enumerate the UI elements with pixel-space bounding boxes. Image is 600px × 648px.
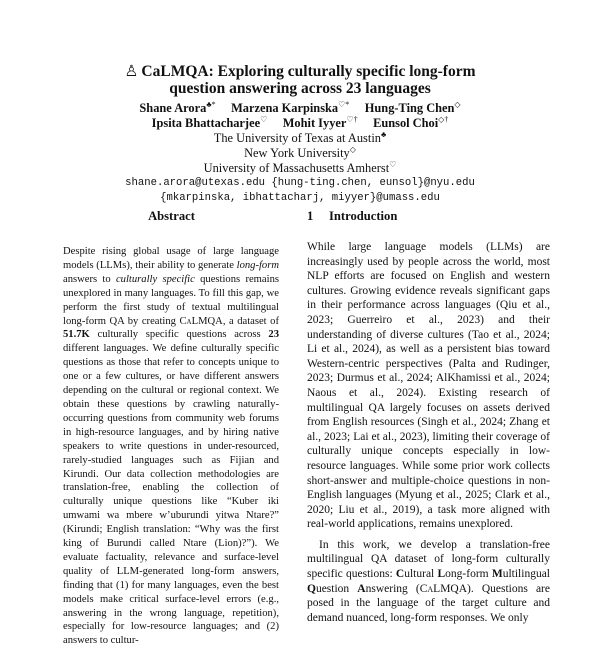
affiliation-mark: ♡ — [389, 160, 397, 169]
text-run: ultural — [404, 568, 438, 581]
text-run: answers to — [63, 273, 116, 285]
text-run: C — [395, 568, 405, 581]
text-run: 23 — [268, 329, 279, 341]
author-marks: ♣* — [206, 100, 216, 109]
author-name: Eunsol Choi — [373, 116, 439, 130]
text-run: M — [491, 568, 503, 581]
intro-paragraph-2 — [307, 538, 550, 626]
author-marks: ♡† — [346, 115, 358, 124]
intro-paragraph-1: While large language models (LLMs) are increasingly used by people across the world, most NLP efforts are focused on English and western cultures. Growing evidence reveals significant gaps in their performance across languages (Qiu et al., 2023; Guerreiro et al., 2023) and their understanding of diverse cultures (Tao et al., 2024; Li et al., 2024), as well as a persistent bias toward Western-centric perspectives (Palta and Rudinger, 2023; Durmus et al., 2024; AlKhamissi et al., 2024; Naous et al., 2024). Existing research of multilingual QA largely focuses on assets derived from English resources (Singh et al., 2024; Zhang et al., 2023; Lai et al., 2023), limiting their coverage of culturally unique concepts especially in low-resource languages. While some prior work collects short-answer and multiple-choice questions in non-English languages (Myung et al., 2025; Clark et al., 2020; Liu et al., 2019), a task more aligned with real-world applications, remains unexplored. — [307, 241, 550, 531]
section-title: Introduction — [329, 209, 398, 223]
affiliation — [60, 161, 540, 176]
text-run: long-form — [236, 259, 279, 271]
text-run: CaLMQA — [419, 582, 468, 595]
right-column — [307, 208, 550, 625]
text-run: different languages. We define culturally specific questions as those that refer to concepts unique to one or a few cultures, or have different answers depending on the cultural or regional context. We obtain these questions by crawling naturally-occurring questions from community web forums in high-resource languages, and by hiring native speakers to write questions in under-resourced, rarely-studied languages such as Fijian and Kirundi. Our data collection methodologies are translation-free, enabling the collection of culturally unique questions like “Kuber iki umwami wa mbere w’uburundi yitwa Ntare?” (Kirundi; English translation: “Why was the first king of Burundi called Ntare (Lion)?”). We evaluate factuality, relevance and surface-level quality of LLM-generated long-form answers, finding that (1) for many languages, even the best models make critical surface-level errors (e.g., answering in the wrong language, repetition), especially for low-resource languages; and (2) answers to cultur- — [63, 343, 279, 647]
text-run: culturally specific questions across — [89, 329, 269, 341]
text-run: nswering ( — [365, 582, 420, 595]
text-run: Despite rising global usage of large language models (LLMs), their ability to generate — [63, 246, 279, 271]
text-run: A — [357, 582, 366, 595]
text-run: CaLMQA — [179, 315, 223, 327]
author-name: Hung-Ting Chen — [364, 101, 455, 115]
affiliation-name: New York University — [244, 146, 350, 160]
author-line-2 — [60, 116, 540, 131]
text-run: , a dataset of — [222, 315, 279, 327]
affiliation-name: The University of Texas at Austin — [213, 131, 381, 145]
text-run: ong-form — [445, 568, 492, 581]
author-name: Marzena Karpinska — [231, 101, 339, 115]
affiliation-name: University of Massachusetts Amherst — [203, 161, 390, 175]
abstract-body — [55, 245, 288, 648]
text-run: uestion — [315, 582, 358, 595]
section-heading — [307, 208, 550, 224]
text-run: culturally specific — [115, 273, 195, 285]
email-line-2[interactable]: {mkarpinska, ibhattacharj, miyyer}@umass.edu — [160, 192, 440, 204]
author-line-1 — [60, 101, 540, 116]
affiliation-mark: ♣ — [380, 130, 387, 139]
affiliation — [60, 146, 540, 161]
email-line-1[interactable]: shane.arora@utexas.edu {hung-ting.chen, eunsol}@nyu.edu — [125, 177, 475, 189]
text-run: questions remains unexplored in many languages. To fill this gap, we perform the first study of textual multilingual long-form QA by creating — [63, 273, 279, 327]
author-marks: ♡ — [260, 115, 268, 124]
title-line-2: question answering across 23 languages — [169, 80, 431, 97]
text-run: In this work, we develop a translation-free multilingual QA dataset of long-form culturally specific questions: — [307, 538, 550, 581]
title-line-1: CaLMQA: Exploring culturally specific long-form — [141, 63, 476, 80]
text-run: ). Questions are posed in the language of the target culture and demand nuanced, long-form responses. We only — [307, 582, 550, 624]
author-marks: ◇† — [438, 115, 449, 124]
author-name: Ipsita Bhattacharjee — [151, 116, 261, 130]
calmqa-logo-icon: ♙ — [124, 63, 139, 80]
paper-title — [60, 63, 540, 97]
section-number: 1 — [307, 209, 314, 223]
left-column — [55, 208, 288, 648]
author-name: Mohit Iyyer — [282, 116, 347, 130]
text-run: 51.7K — [63, 329, 90, 341]
affiliation-mark: ◇ — [349, 145, 356, 154]
author-marks: ◇ — [454, 100, 461, 109]
author-name: Shane Arora — [139, 101, 207, 115]
text-run: L — [437, 568, 446, 581]
affiliation — [60, 131, 540, 146]
abstract-heading: Abstract — [148, 209, 195, 223]
author-marks: ♡* — [338, 100, 350, 109]
text-run: ultilingual — [502, 568, 550, 581]
text-run: Q — [307, 582, 316, 595]
